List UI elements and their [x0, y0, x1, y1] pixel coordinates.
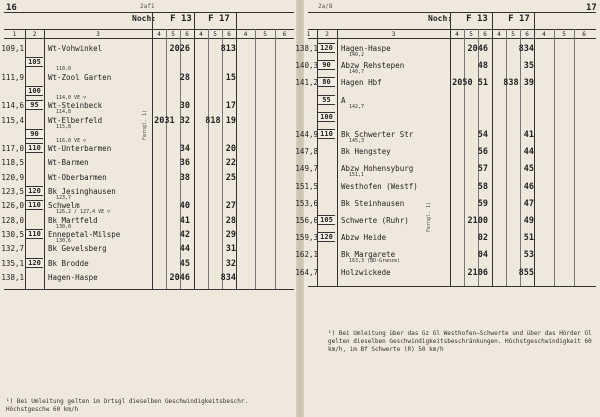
left-page: 16 2af1 Noch: F 13 F 17 1 2 3 4 5 6 4 5 6 4 5 6 109,1 Wt-Vohwinkel 2026 813 105 110,0 111,9 Wt-Zool Garten 28 15 100 114,0 VE ▽ 114,6 95 Wt-Steinbeck 114,8 30 17 115,4 Wt-Elberfeld 115,8 2031 32 818 19 90 116,0 VE ▽ 117,0 110 Wt-Unterbarmen 34 20 118,5 Wt-Barmen 36 22 120,9 Wt-Oberbarmen 38 25 123,5 120 Bk Jesinghausen 123,7 126,0 110 Schwelm 126,2 / 127,4 VE ▽ 40 27 128,0 Bk Martfeld 130,0 41 28 130,5 110 Ennepetal-Milspe 130,6 42 29 132,7 Bk Gevelsberg 44 31 135,1 120 Bk Brodde 45 32 138,1 Hagen-Haspe 2046 834 Ferngl. 1) ¹) Bei Umleitung gelten im Ortsgl dieselben Geschwindigkeitsbeschr. Höchstgeschw 60 km/h [0, 0, 296, 417]
row-time-f13: 2046 [169, 272, 190, 283]
row-km: 114,6 [1, 101, 24, 111]
row-km: 132,7 [1, 244, 24, 254]
row-time-f17: 47 [523, 198, 534, 209]
row-station: Abzw Rehstepen [341, 61, 405, 71]
right-page: 2a/8 17 Noch: F 13 F 17 1 2 3 4 5 6 4 5 6 4 5 6 138,1 120 Hagen-Haspe 140,2 2046 834 140,3 90 Abzw Rehstepen 140,7 48 35 141,2 80 Hagen Hbf 2050 51 838 39 55 A 142,7 100 144,9 110 Bk Schwerter Str 145,3 54 41 147,8 Bk Hengstey 56 44 149,7 Abzw Hohensyburg 151,1 57 45 151,5 Westhofen (Westf) 58 46 153,6 Bk Steinhausen 59 47 156,6 105 Schwerte (Ruhr) 2100 49 159,3 120 Abzw Heide 02 51 162,1 Bk Margarete 163,3 (BD-Grenze) 04 53 164,7 Holzwickede 2106 855 Ferngl. 1) ¹) Bei Umleitung über das Gz Gl Westhofen—Schwerte und über das Hörder Gl gelten dieselben Geschwindigkeitsbeschränkungen. Höchstgeschwindigkeit 60 km/h, im Bf Schwerte (R) 50 km/h [304, 0, 600, 417]
page-marker: 2a/8 [318, 3, 333, 10]
row-station: Bk Schwerter Str [341, 130, 414, 139]
row-substation: 115,8 [56, 123, 72, 130]
row-time-f13: 2100 [467, 216, 488, 226]
row-speed: 110 [26, 229, 43, 239]
row-station: Wt-Oberbarmen [48, 172, 107, 182]
row-km: 138,1 [295, 44, 318, 53]
row-time-f13: 36 [179, 158, 190, 169]
row-km: 140,3 [295, 61, 318, 71]
row-time-f17: 15 [225, 72, 236, 83]
row-time-f17: 834 [518, 44, 534, 54]
row-km: 109,1 [1, 44, 24, 53]
row-km: 138,1 [1, 272, 24, 282]
row-station: Bk Margarete [341, 250, 396, 260]
row-time-f17: 41 [523, 130, 534, 140]
row-substation: 123,7 [56, 195, 72, 201]
row-time-f13: 04 [477, 250, 488, 261]
row-time-f17: 51 [523, 233, 534, 244]
page-number: 17 [586, 3, 597, 13]
row-station: Wt-Zool Garten [48, 72, 112, 82]
row-time-f17: 855 [518, 267, 534, 278]
row-station: Wt-Unterbarmen [48, 144, 112, 154]
row-km: 130,5 [1, 229, 24, 239]
row-station: Wt-Vohwinkel [48, 44, 103, 53]
row-time-f17: 29 [225, 229, 236, 240]
row-substation: 145,3 [349, 138, 365, 144]
train-header-f13: F 13 [170, 14, 192, 24]
footnote: ¹) Bei Umleitung gelten im Ortsgl dieselben Geschwindigkeitsbeschr. Höchstgeschw 60 km/h [6, 398, 249, 413]
row-km: 164,7 [295, 267, 318, 277]
row-km: 126,0 [1, 201, 24, 211]
row-time-f17: 818 19 [205, 115, 236, 126]
row-time-f13: 2026 [169, 44, 190, 54]
row-km: 123,5 [1, 187, 24, 196]
row-speed: 110 [26, 143, 43, 153]
row-time-f13: 2050 51 [452, 78, 488, 89]
row-km: 147,8 [295, 147, 318, 157]
row-substation: 116,0 VE ▽ [56, 137, 87, 144]
row-substation: 151,1 [349, 172, 365, 179]
row-time-f17: 27 [225, 201, 236, 212]
row-speed: 120 [318, 43, 335, 53]
row-speed: 90 [318, 60, 335, 70]
row-substation: 140,7 [349, 69, 365, 76]
row-time-f13: 40 [179, 201, 190, 212]
row-time-f13: 38 [179, 172, 190, 183]
row-speed: 80 [318, 77, 335, 87]
train-header-f13: F 13 [466, 14, 488, 24]
row-substation: 130,6 [56, 237, 72, 244]
row-time-f17: 53 [523, 250, 534, 261]
row-station: Abzw Hohensyburg [341, 164, 414, 174]
row-substation: 110,0 [56, 66, 72, 73]
row-time-f17: 25 [225, 172, 236, 183]
row-time-f17: 838 39 [503, 78, 534, 89]
row-station: Bk Steinhausen [341, 198, 405, 208]
row-station: Hagen Hbf [341, 78, 382, 88]
row-km: 149,7 [295, 164, 318, 174]
row-substation: 126,2 / 127,4 VE ▽ [56, 209, 111, 216]
row-speed: 55 [318, 95, 335, 105]
row-km: 115,4 [1, 115, 24, 125]
row-speed: 120 [318, 232, 335, 242]
row-substation: 114,8 [56, 109, 72, 116]
row-time-f13: 59 [477, 198, 488, 209]
row-km: 117,0 [1, 144, 24, 154]
row-substation: 163,3 (BD-Grenze) [349, 258, 401, 265]
row-station: A [341, 95, 346, 105]
row-km: 135,1 [1, 258, 24, 268]
row-station: Bk Gevelsberg [48, 244, 107, 254]
row-time-f17: 46 [523, 181, 534, 192]
vertical-note: Ferngl. 1) [142, 109, 148, 140]
train-header-f17: F 17 [208, 14, 230, 24]
row-speed: 110 [26, 200, 43, 210]
row-km: 128,0 [1, 215, 24, 225]
row-station: Wt-Barmen [48, 158, 89, 168]
row-station: Bk Hengstey [341, 147, 391, 157]
row-station: Bk Martfeld [48, 215, 98, 225]
row-time-f13: 57 [477, 164, 488, 175]
row-time-f13: 58 [477, 181, 488, 192]
row-time-f13: 28 [179, 72, 190, 83]
row-time-f13: 45 [179, 258, 190, 269]
row-station: Abzw Heide [341, 233, 387, 243]
row-time-f13: 41 [179, 215, 190, 226]
row-speed: 120 [26, 186, 43, 196]
row-station: Hagen-Haspe [48, 272, 98, 282]
row-km: 141,2 [295, 78, 318, 88]
row-station: Schwelm [48, 201, 80, 211]
row-time-f13: 42 [179, 229, 190, 240]
row-time-f13: 2046 [467, 44, 488, 54]
row-time-f13: 56 [477, 147, 488, 158]
train-header-f17: F 17 [508, 14, 530, 24]
row-time-f13: 48 [477, 61, 488, 72]
vertical-note: Ferngl. 1) [426, 201, 432, 232]
row-station: Bk Brodde [48, 258, 89, 268]
page-number: 16 [6, 3, 17, 13]
row-time-f13: 02 [477, 233, 488, 244]
row-time-f17: 17 [225, 101, 236, 112]
row-speed: 110 [318, 129, 335, 139]
row-speed: 100 [318, 112, 335, 122]
row-time-f17: 35 [523, 61, 534, 72]
row-speed: 90 [26, 129, 43, 139]
row-time-f13: 34 [179, 144, 190, 155]
row-time-f13: 2106 [467, 267, 488, 278]
footnote: ¹) Bei Umleitung über das Gz Gl Westhofen—Schwerte und über das Hörder Gl gelten dieselben Geschwindigkeitsbeschränkungen. Höchstgeschwindigkeit 60 km/h, im Bf Schwerte (R) 50 km/h [328, 330, 592, 353]
row-km: 118,5 [1, 158, 24, 168]
row-substation: 142,7 [349, 103, 365, 110]
row-time-f13: 44 [179, 244, 190, 255]
row-km: 111,9 [1, 72, 24, 82]
row-substation: 140,2 [349, 52, 365, 58]
row-speed: 105 [26, 57, 43, 67]
row-speed: 100 [26, 86, 43, 96]
row-station: Wt-Elberfeld [48, 115, 103, 125]
row-speed: 105 [318, 215, 335, 225]
row-km: 159,3 [295, 233, 318, 243]
row-station: Bk Jesinghausen [48, 187, 116, 196]
row-time-f17: 20 [225, 144, 236, 155]
row-time-f17: 45 [523, 164, 534, 175]
row-time-f17: 32 [225, 258, 236, 269]
row-km: 162,1 [295, 250, 318, 260]
row-time-f17: 813 [220, 44, 236, 54]
row-time-f17: 31 [225, 244, 236, 255]
row-km: 144,9 [295, 130, 318, 139]
page-marker: 2af1 [140, 3, 155, 10]
row-speed: 120 [26, 258, 43, 268]
row-station: Wt-Steinbeck [48, 101, 103, 111]
row-km: 156,6 [295, 216, 318, 225]
row-substation: 114,0 VE ▽ [56, 94, 87, 101]
row-time-f17: 28 [225, 215, 236, 226]
row-time-f17: 44 [523, 147, 534, 158]
row-time-f17: 834 [220, 272, 236, 283]
row-substation: 130,0 [56, 223, 72, 230]
row-km: 120,9 [1, 172, 24, 182]
row-time-f13: 2031 32 [154, 115, 190, 126]
row-km: 153,6 [295, 198, 318, 208]
row-time-f13: 30 [179, 101, 190, 112]
row-time-f13: 54 [477, 130, 488, 140]
row-station: Ennepetal-Milspe [48, 229, 121, 239]
row-speed: 95 [26, 100, 43, 110]
row-station: Westhofen (Westf) [341, 181, 418, 191]
noch-label: Noch: [132, 14, 157, 23]
row-km: 151,5 [295, 181, 318, 191]
noch-label: Noch: [428, 14, 453, 23]
row-station: Holzwickede [341, 267, 391, 277]
row-time-f17: 49 [523, 216, 534, 226]
row-station: Hagen-Haspe [341, 44, 391, 53]
row-time-f17: 22 [225, 158, 236, 169]
row-station: Schwerte (Ruhr) [341, 216, 409, 225]
